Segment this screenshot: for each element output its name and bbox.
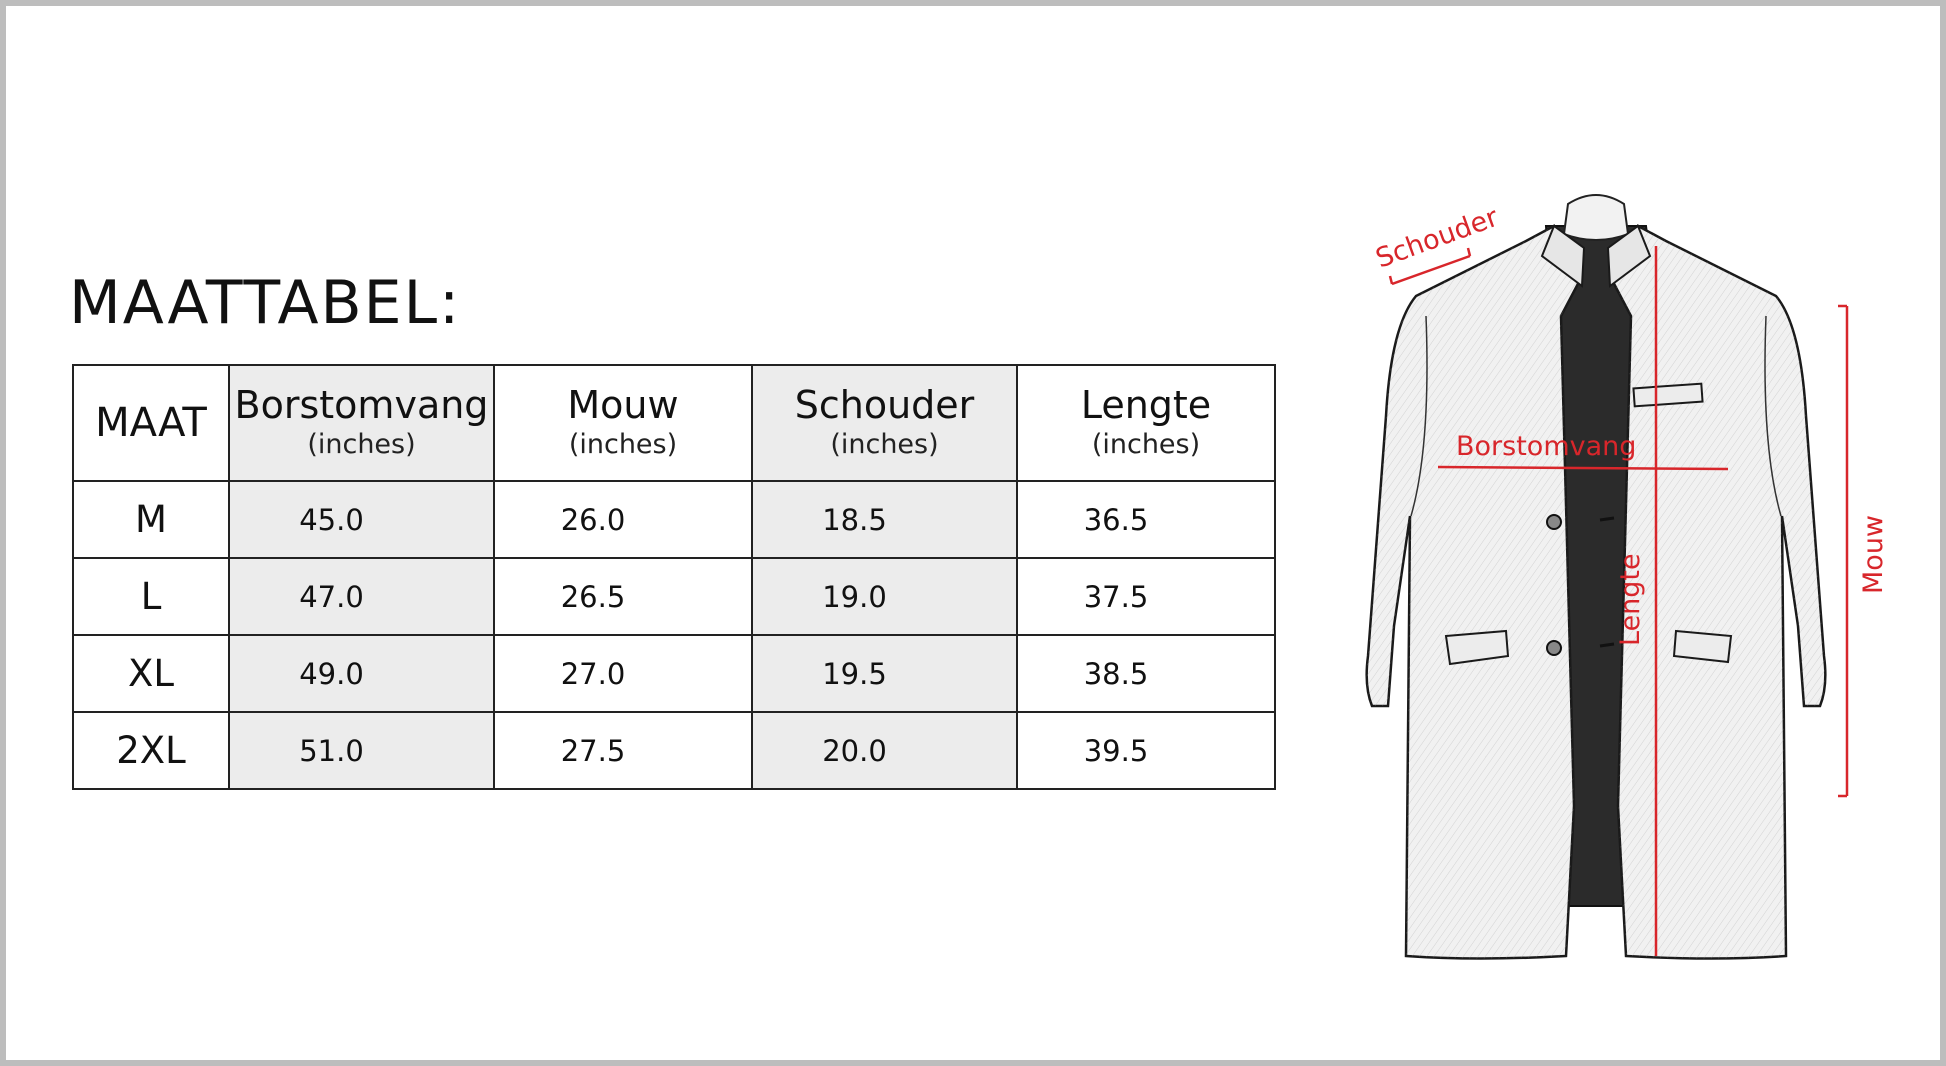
cell-value: 49.0 bbox=[299, 656, 364, 691]
cell-value: 26.0 bbox=[560, 502, 626, 537]
column-header-lengte bbox=[1017, 365, 1275, 481]
table-cell bbox=[229, 558, 494, 635]
column-header-schouder bbox=[752, 365, 1017, 481]
cell-value: 51.0 bbox=[299, 733, 364, 768]
column-header-borstomvang bbox=[229, 365, 494, 481]
size-cell: M bbox=[73, 481, 229, 558]
size-cell: XL bbox=[73, 635, 229, 712]
cell-value: 20.0 bbox=[822, 733, 887, 768]
size-column-header: MAAT bbox=[73, 365, 229, 481]
column-header-mouw bbox=[494, 365, 752, 481]
table-cell bbox=[229, 635, 494, 712]
table-cell bbox=[494, 712, 752, 789]
table-cell bbox=[1017, 712, 1275, 789]
label-lengte: Lengte bbox=[1615, 553, 1646, 646]
label-schouder: Schouder bbox=[1371, 201, 1503, 275]
size-cell: 2XL bbox=[73, 712, 229, 789]
table-header-row bbox=[73, 365, 1275, 481]
coat-button bbox=[1547, 515, 1561, 529]
cell-value: 18.5 bbox=[822, 502, 887, 537]
column-header-name: Lengte bbox=[1080, 383, 1212, 427]
coat-button bbox=[1547, 641, 1561, 655]
table-cell bbox=[752, 635, 1017, 712]
table-cell bbox=[1017, 635, 1275, 712]
table-cell bbox=[229, 712, 494, 789]
size-cell: L bbox=[73, 558, 229, 635]
column-header-name: Schouder bbox=[794, 383, 975, 427]
cell-value: 36.5 bbox=[1083, 502, 1149, 537]
cell-value: 45.0 bbox=[299, 502, 364, 537]
column-header-unit: (inches) bbox=[568, 429, 678, 460]
page-title: MAATTABEL: bbox=[69, 268, 462, 338]
table-cell bbox=[494, 481, 752, 558]
table-row bbox=[73, 558, 1275, 635]
column-header-unit: (inches) bbox=[830, 429, 939, 460]
table-row bbox=[73, 635, 1275, 712]
coat-illustration bbox=[1336, 186, 1889, 966]
cell-value: 38.5 bbox=[1083, 656, 1149, 691]
cell-value: 27.0 bbox=[560, 656, 626, 691]
column-header-unit: (inches) bbox=[307, 429, 416, 460]
table-cell bbox=[494, 558, 752, 635]
flap-pocket-right bbox=[1674, 631, 1731, 662]
column-header-unit: (inches) bbox=[1091, 429, 1201, 460]
cell-value: 47.0 bbox=[299, 579, 364, 614]
cell-value: 37.5 bbox=[1083, 579, 1149, 614]
size-table bbox=[72, 364, 1276, 790]
table-cell bbox=[752, 712, 1017, 789]
table-cell bbox=[1017, 481, 1275, 558]
table-cell bbox=[752, 481, 1017, 558]
table-cell bbox=[752, 558, 1017, 635]
cell-value: 27.5 bbox=[560, 733, 626, 768]
cell-value: 19.0 bbox=[822, 579, 887, 614]
column-header-name: Borstomvang bbox=[234, 383, 489, 427]
cell-value: 26.5 bbox=[560, 579, 626, 614]
table-cell bbox=[494, 635, 752, 712]
label-borstomvang: Borstomvang bbox=[1456, 431, 1637, 462]
table-row bbox=[73, 481, 1275, 558]
chest-pocket bbox=[1633, 384, 1702, 407]
label-mouw: Mouw bbox=[1858, 514, 1889, 594]
table-row bbox=[73, 712, 1275, 789]
cell-value: 39.5 bbox=[1083, 733, 1149, 768]
table-cell bbox=[229, 481, 494, 558]
cell-value: 19.5 bbox=[822, 656, 887, 691]
mannequin-neck bbox=[1564, 195, 1628, 240]
column-header-name: Mouw bbox=[567, 383, 679, 427]
table-cell bbox=[1017, 558, 1275, 635]
